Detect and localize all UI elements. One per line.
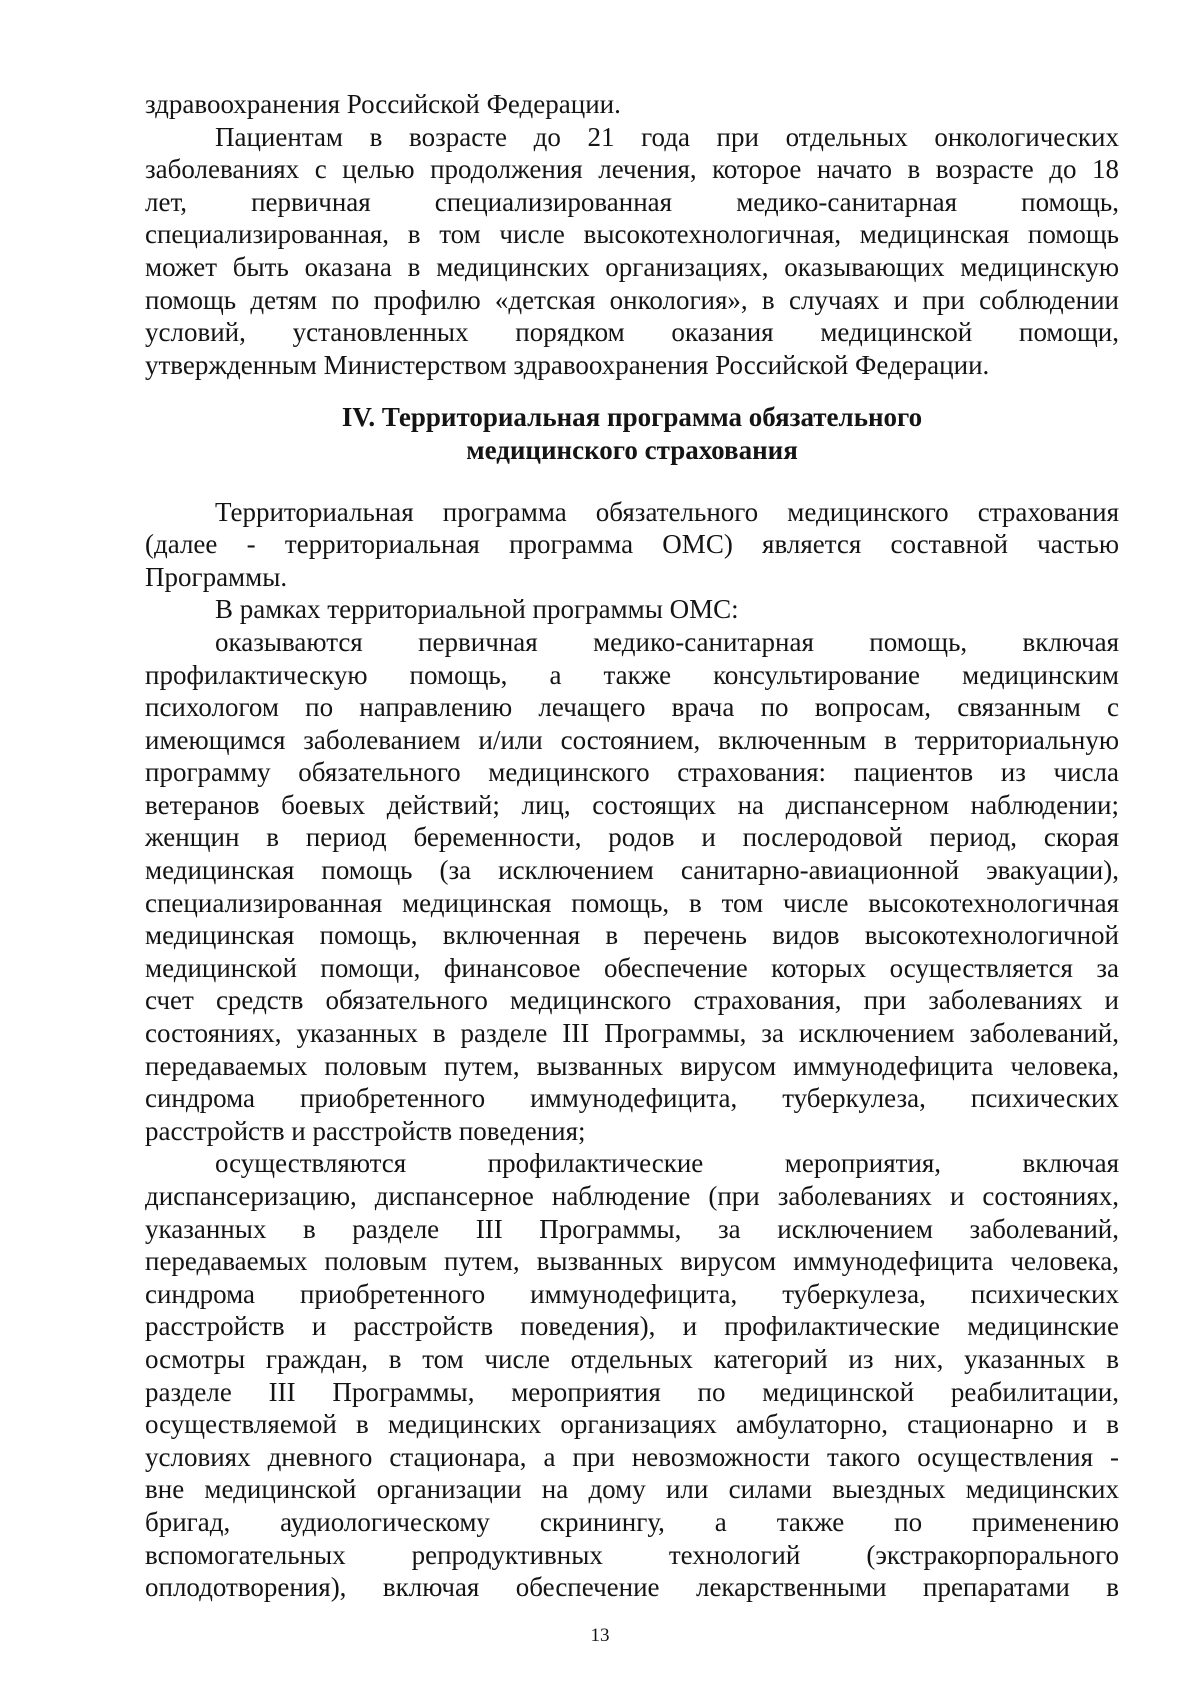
paragraph-continuation — [145, 88, 1119, 121]
section-heading-line: IV. Территориальная программа обязательного — [341, 402, 923, 433]
text-line: расстройств и расстройств поведения; — [145, 1115, 586, 1146]
text-line: помощь детям по профилю «детская онкология», в случаях и при соблюдении — [145, 284, 1119, 315]
text-line: оказываются первичная медико-санитарная помощь, включая — [215, 626, 1119, 657]
text-line: медицинской помощи, финансовое обеспечение которых осуществляется за — [145, 952, 1119, 983]
text-line: профилактическую помощь, а также консультирование медицинским — [145, 659, 1119, 690]
text-line: здравоохранения Российской Федерации. — [145, 89, 621, 119]
text-line: диспансеризацию, диспансерное наблюдение (при заболеваниях и состояниях, — [145, 1181, 1119, 1211]
text-line: вне медицинской организации на дому или силами выездных медицинских — [145, 1474, 1119, 1505]
text-line: лет, первичная специализированная медико-санитарная помощь, — [145, 186, 1119, 217]
text-line: передаваемых половым путем, вызванных вирусом иммунодефицита человека, — [145, 1246, 1119, 1277]
text-line: передаваемых половым путем, вызванных вирусом иммунодефицита человека, — [145, 1050, 1119, 1081]
text-line: Пациентам в возрасте до 21 года при отдельных онкологических — [215, 121, 1119, 152]
text-line: (далее - территориальная программа ОМС) является составной частью — [145, 529, 1119, 560]
text-line: женщин в период беременности, родов и послеродовой период, скорая — [145, 822, 1119, 853]
text-line: ветеранов боевых действий; лиц, состоящих на диспансерном наблюдении; — [145, 789, 1119, 820]
text-line: синдрома приобретенного иммунодефицита, туберкулеза, психических — [145, 1083, 1119, 1114]
text-line: расстройств и расстройств поведения), и профилактические медицинские — [145, 1311, 1119, 1342]
text-line: бригад, аудиологическому скринингу, а также по применению — [145, 1506, 1119, 1537]
page-number: 13 — [590, 1625, 610, 1646]
text-line: синдрома приобретенного иммунодефицита, туберкулеза, психических — [145, 1278, 1119, 1309]
document-page — [145, 88, 1119, 1604]
text-line: психологом по направлению лечащего врача по вопросам, связанным с — [145, 692, 1119, 723]
text-line: условий, установленных порядком оказания медицинской помощи, — [145, 317, 1119, 348]
text-line: счет средств обязательного медицинского страхования, при заболеваниях и — [145, 985, 1119, 1016]
text-line: программу обязательного медицинского страхования: пациентов из числа — [145, 757, 1119, 788]
text-line: Территориальная программа обязательного медицинского страхования — [215, 496, 1119, 527]
paragraph-provided-care — [145, 626, 1119, 1148]
text-line: состояниях, указанных в разделе III Программы, за исключением заболеваний, — [145, 1018, 1119, 1049]
text-line: осуществляемой в медицинских организациях амбулаторно, стационарно и в — [145, 1409, 1119, 1440]
text-line: имеющимся заболеванием и/или состоянием, включенным в территориальную — [145, 724, 1119, 755]
text-line: Программы. — [145, 561, 288, 592]
text-line: медицинская помощь, включенная в перечень видов высокотехнологичной — [145, 920, 1119, 951]
section-heading — [145, 401, 1119, 466]
text-line: вспомогательных репродуктивных технологий (экстракорпорального — [145, 1539, 1119, 1570]
text-line: условиях дневного стационара, а при невозможности такого осуществления - — [145, 1441, 1119, 1472]
text-line: осмотры граждан, в том числе отдельных категорий из них, указанных в — [145, 1343, 1119, 1374]
text-line: оплодотворения), включая обеспечение лекарственными препаратами в — [145, 1572, 1119, 1603]
text-line: специализированная медицинская помощь, в том числе высокотехнологичная — [145, 887, 1119, 918]
paragraph-program-definition — [145, 496, 1119, 594]
paragraph-within-program — [145, 593, 1119, 626]
text-line: разделе III Программы, мероприятия по медицинской реабилитации, — [145, 1376, 1119, 1407]
text-line: специализированная, в том числе высокотехнологичная, медицинская помощь — [145, 219, 1119, 250]
text-line: медицинская помощь (за исключением санитарно-авиационной эвакуации), — [145, 855, 1119, 886]
text-line: осуществляются профилактические мероприятия, включая — [215, 1148, 1119, 1179]
section-heading-line: медицинского страхования — [466, 434, 798, 465]
text-line: указанных в разделе III Программы, за исключением заболеваний, — [145, 1213, 1119, 1244]
text-line: В рамках территориальной программы ОМС: — [215, 594, 739, 625]
text-line: может быть оказана в медицинских организациях, оказывающих медицинскую — [145, 251, 1119, 282]
text-line: заболеваниях с целью продолжения лечения, которое начато в возрасте до 18 — [145, 154, 1119, 185]
paragraph-preventive-measures — [145, 1147, 1119, 1603]
text-line: утвержденным Министерством здравоохранения Российской Федерации. — [145, 349, 990, 380]
paragraph-oncology-patients — [145, 121, 1119, 382]
